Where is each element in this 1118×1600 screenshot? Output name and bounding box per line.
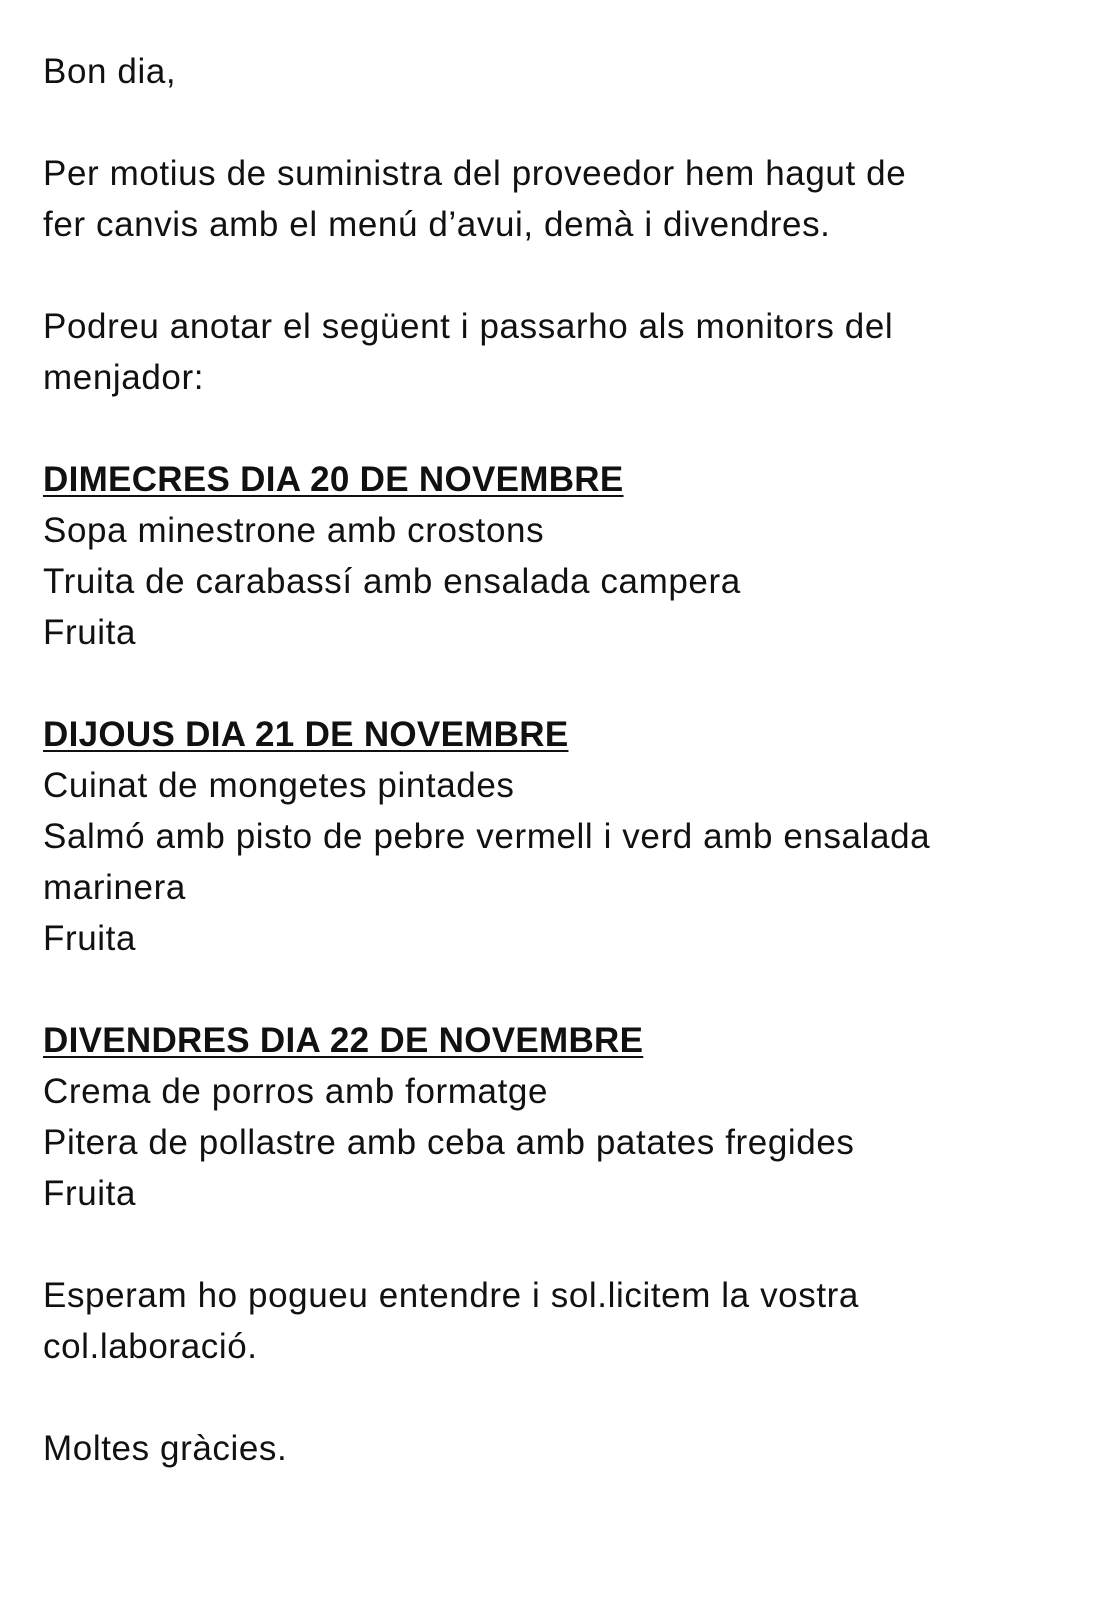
menu-item: Salmó amb pisto de pebre vermell i verd amb ensalada	[43, 817, 931, 856]
menu-item: Cuinat de mongetes pintades	[43, 766, 515, 805]
menu-day-wednesday	[43, 454, 1083, 658]
menu-item: marinera	[43, 868, 186, 907]
notice-document	[43, 46, 1083, 1474]
instruction-line: Podreu anotar el següent i passarho als monitors del	[43, 307, 894, 346]
menu-item: Fruita	[43, 613, 137, 652]
spacer	[43, 658, 1083, 709]
intro-paragraph	[43, 148, 1083, 250]
closing-line: Esperam ho pogueu entendre i sol.licitem la vostra	[43, 1276, 859, 1315]
spacer	[43, 1219, 1083, 1270]
spacer	[43, 964, 1083, 1015]
greeting: Bon dia,	[43, 52, 177, 91]
spacer	[43, 97, 1083, 148]
menu-item: Crema de porros amb formatge	[43, 1072, 549, 1111]
closing-line: col.laboració.	[43, 1327, 258, 1366]
intro-line: fer canvis amb el menú d’avui, demà i divendres.	[43, 205, 831, 244]
menu-item: Pitera de pollastre amb ceba amb patates fregides	[43, 1123, 855, 1162]
closing-paragraph	[43, 1270, 1083, 1372]
menu-item: Truita de carabassí amb ensalada campera	[43, 562, 741, 601]
menu-day-friday	[43, 1015, 1083, 1219]
instruction-paragraph	[43, 301, 1083, 403]
spacer	[43, 250, 1083, 301]
menu-item: Fruita	[43, 919, 137, 958]
menu-day-thursday	[43, 709, 1083, 964]
thanks: Moltes gràcies.	[43, 1429, 288, 1468]
menu-item: Fruita	[43, 1174, 137, 1213]
day-heading: DIJOUS DIA 21 DE NOVEMBRE	[43, 715, 569, 754]
intro-line: Per motius de suministra del proveedor hem hagut de	[43, 154, 907, 193]
spacer	[43, 1372, 1083, 1423]
day-heading: DIMECRES DIA 20 DE NOVEMBRE	[43, 460, 624, 499]
instruction-line: menjador:	[43, 358, 205, 397]
menu-item: Sopa minestrone amb crostons	[43, 511, 545, 550]
spacer	[43, 403, 1083, 454]
day-heading: DIVENDRES DIA 22 DE NOVEMBRE	[43, 1021, 644, 1060]
